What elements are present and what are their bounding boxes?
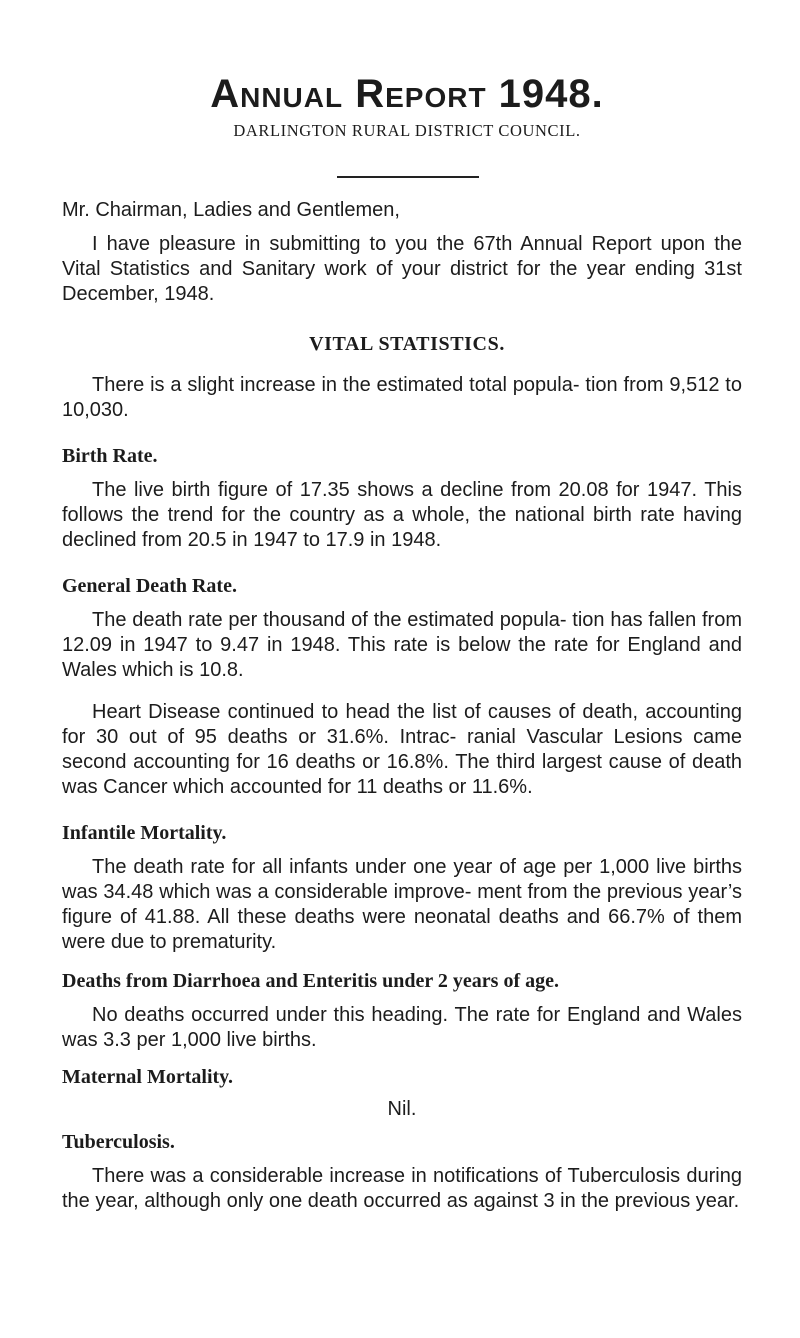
vital-statistics-text: There is a slight increase in the estimated total popula- tion from 9,512 to 10,030. — [62, 374, 742, 421]
general-death-rate-text: The death rate per thousand of the estimated popula- tion has fallen from 12.09 in 1947 to 9.47 in 1948. This rate is below the rate for England and Wales which is 10.8. — [62, 609, 742, 681]
council-name: DARLINGTON RURAL DISTRICT COUNCIL. — [233, 121, 581, 140]
report-page — [62, 70, 742, 1214]
causes-of-death-text: Heart Disease continued to head the list of causes of death, accounting for 30 out of 95 deaths or 31.6%. Intrac- ranial Vascular Lesions came second accounting for 16 deaths or 16.8%. The third largest cause of death was Cancer which accounted for 11 deaths or 11.6%. — [62, 701, 742, 798]
diarrhoea-text: No deaths occurred under this heading. The rate for England and Wales was 3.3 per 1,000 live births. — [62, 1004, 742, 1051]
infantile-mortality-heading: Infantile Mortality. — [62, 822, 227, 844]
salutation: Mr. Chairman, Ladies and Gentlemen, — [62, 199, 400, 221]
title-divider — [337, 176, 479, 178]
intro-paragraph: I have pleasure in submitting to you the 67th Annual Report upon the Vital Statistics and Sanitary work of your district for the year ending 31st December, 1948. — [62, 233, 742, 305]
maternal-mortality-heading: Maternal Mortality. — [62, 1066, 234, 1088]
birth-rate-text: The live birth figure of 17.35 shows a decline from 20.08 for 1947. This follows the trend for the country as a whole, the national birth rate having declined from 20.5 in 1947 to 17.9 in 1948. — [62, 479, 742, 551]
tuberculosis-heading: Tuberculosis. — [62, 1131, 175, 1153]
infantile-mortality-text: The death rate for all infants under one year of age per 1,000 live births was 34.48 which was a considerable improve- ment from the previous year’s figure of 41.88. All these deaths were neonatal deaths and 66.7% of them were due to prematurity. — [62, 856, 742, 953]
birth-rate-heading: Birth Rate. — [62, 445, 158, 467]
general-death-rate-heading: General Death Rate. — [62, 575, 237, 597]
vital-statistics-title: VITAL STATISTICS. — [309, 333, 505, 355]
diarrhoea-heading: Deaths from Diarrhoea and Enteritis under 2 years of age. — [62, 970, 559, 992]
report-title: Annual Report 1948. — [210, 72, 604, 116]
maternal-mortality-value: Nil. — [387, 1098, 417, 1120]
tuberculosis-text: There was a considerable increase in notifications of Tuberculosis during the year, although only one death occurred as against 3 in the previous year. — [62, 1165, 742, 1212]
